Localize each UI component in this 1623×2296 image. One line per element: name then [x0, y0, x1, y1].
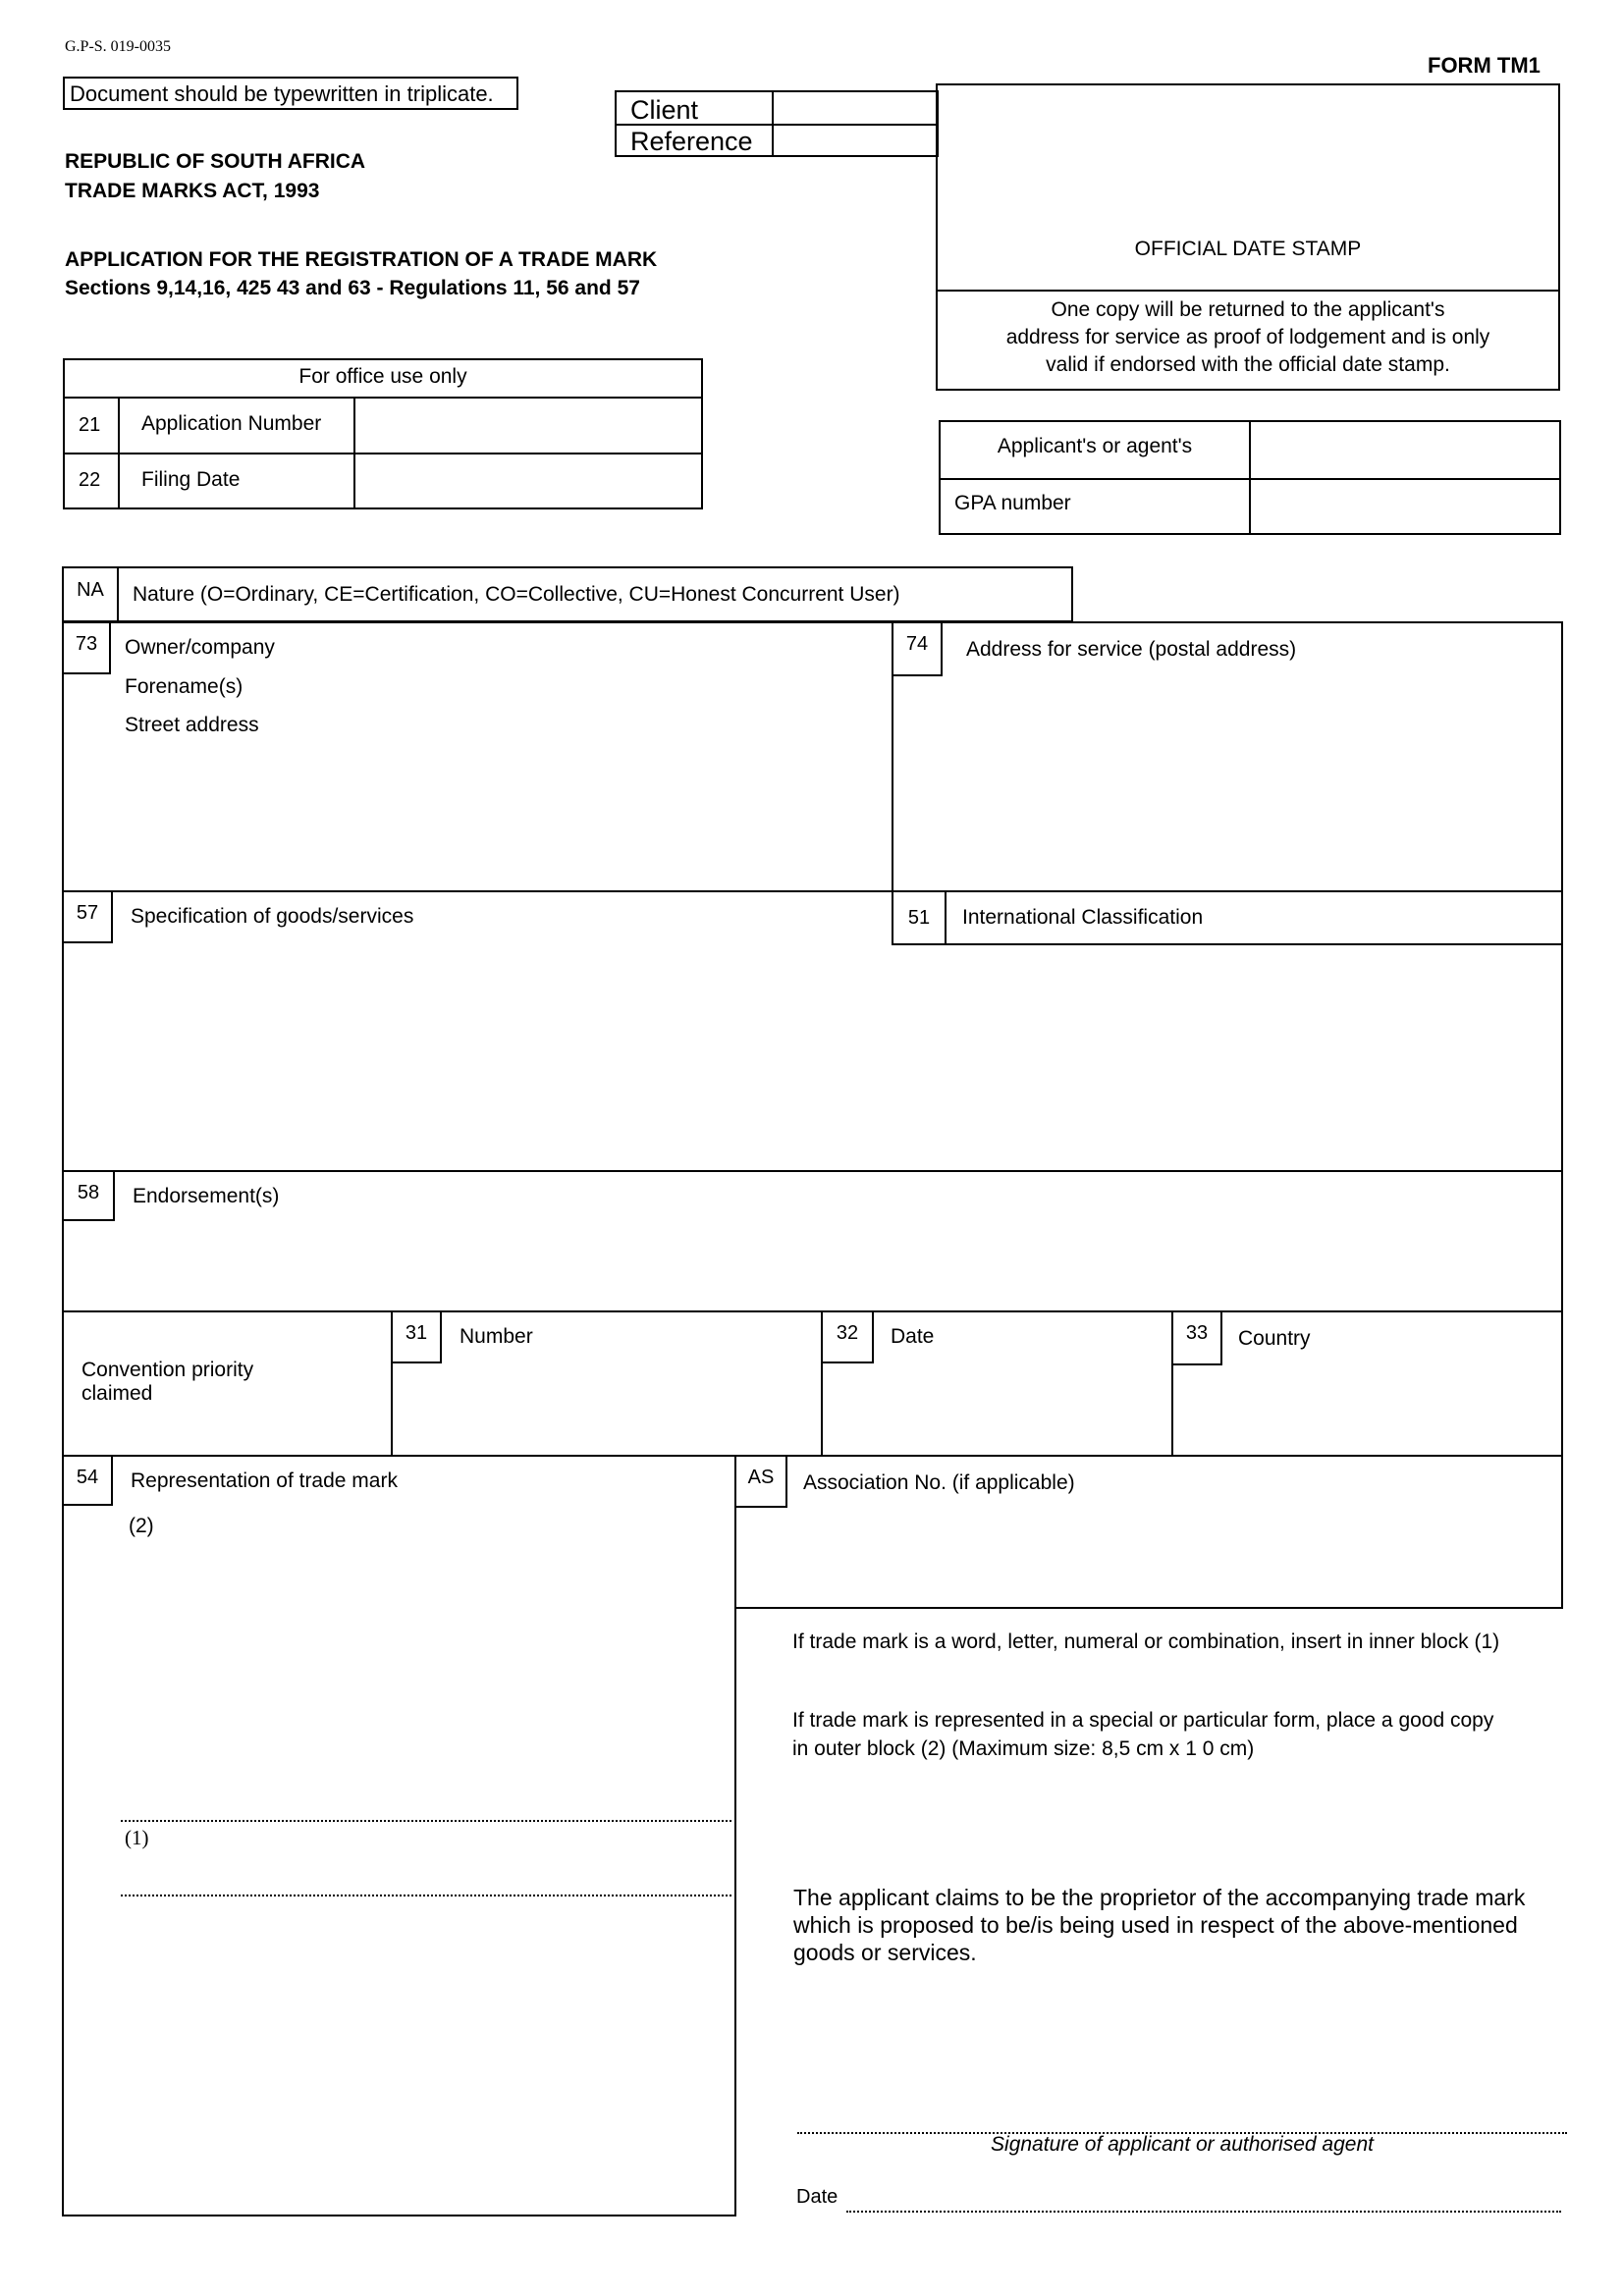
convention-number-input[interactable]	[398, 1367, 818, 1452]
signature-input[interactable]	[797, 2091, 1567, 2130]
act-title: TRADE MARKS ACT, 1993	[65, 180, 320, 202]
applicant-agent-input[interactable]	[1251, 422, 1559, 477]
claim-line-1: The applicant claims to be the proprietor of the accompanying trade mark	[793, 1885, 1526, 1910]
specification-input[interactable]	[68, 951, 1557, 1165]
filing-date-label: Filing Date	[141, 468, 241, 491]
association-box	[734, 1455, 1563, 1609]
street-address-label: Street address	[125, 714, 259, 736]
association-input[interactable]	[791, 1514, 1557, 1602]
inner-block-marker: (1)	[125, 1826, 149, 1849]
convention-number-label: Number	[460, 1325, 533, 1348]
convention-country-label: Country	[1238, 1327, 1311, 1350]
classification-box	[892, 890, 1563, 945]
address-service-label: Address for service (postal address)	[966, 638, 1297, 661]
convention-country-code: 33	[1171, 1310, 1222, 1365]
office-use-title: For office use only	[298, 365, 467, 388]
address-service-input[interactable]	[952, 678, 1553, 884]
specification-box	[62, 890, 1563, 1172]
association-label: Association No. (if applicable)	[803, 1471, 1075, 1494]
nature-code: NA	[77, 579, 104, 601]
typewritten-notice: Document should be typewritten in triplicate.	[70, 81, 494, 106]
endorsement-label: Endorsement(s)	[133, 1185, 280, 1207]
client-reference-box	[615, 90, 939, 157]
application-number-label: Application Number	[141, 412, 322, 435]
inner-block-top-line	[121, 1820, 731, 1822]
office-use-box	[63, 358, 703, 509]
gpa-number-box	[939, 420, 1561, 535]
gpa-number-input[interactable]	[1251, 480, 1559, 533]
special-form-instruction-line-1: If trade mark is represented in a special or particular form, place a good copy	[792, 1709, 1494, 1732]
convention-box	[62, 1310, 1563, 1457]
reference-label: Reference	[630, 127, 753, 156]
convention-label-line-2: claimed	[81, 1382, 153, 1405]
convention-date-code: 32	[821, 1310, 874, 1363]
filing-date-code: 22	[79, 469, 101, 491]
owner-box	[62, 621, 893, 892]
stamp-note-line-3: valid if endorsed with the official date stamp.	[1046, 353, 1450, 376]
stamp-note-line-1: One copy will be returned to the applicant's	[1051, 298, 1445, 321]
endorsement-code: 58	[62, 1170, 115, 1221]
form-id: FORM TM1	[1428, 53, 1541, 78]
stamp-note-line-2: address for service as proof of lodgement and is only	[1005, 326, 1490, 348]
word-mark-input[interactable]	[172, 1824, 722, 1893]
official-date-stamp-label: OFFICIAL DATE STAMP	[1134, 238, 1362, 260]
inner-block-bottom-line	[121, 1895, 731, 1896]
application-number-input[interactable]	[355, 399, 701, 451]
sections-subtitle: Sections 9,14,16, 425 43 and 63 - Regulations 11, 56 and 57	[65, 277, 640, 299]
official-date-stamp-box	[936, 83, 1560, 391]
address-service-box	[892, 621, 1563, 892]
address-service-code: 74	[892, 621, 943, 676]
reference-input[interactable]	[774, 126, 937, 155]
representation-box	[62, 1455, 736, 2216]
classification-code: 51	[907, 907, 931, 929]
convention-label-line-1: Convention priority	[81, 1359, 254, 1381]
client-label: Client	[630, 95, 699, 125]
owner-input[interactable]	[299, 629, 885, 884]
endorsement-box	[62, 1170, 1563, 1312]
signature-caption: Signature of applicant or authorised agent	[991, 2133, 1374, 2156]
representation-label: Representation of trade mark	[131, 1469, 398, 1492]
convention-date-input[interactable]	[828, 1367, 1167, 1452]
applicant-agent-label: Applicant's or agent's	[997, 435, 1193, 457]
signature-date-input[interactable]	[846, 2171, 1561, 2209]
specification-label: Specification of goods/services	[131, 905, 414, 928]
claim-line-2: which is proposed to be/is being used in respect of the above-mentioned	[793, 1912, 1518, 1938]
owner-label: Owner/company	[125, 636, 275, 659]
outer-block-marker: (2)	[129, 1515, 154, 1537]
representation-code: 54	[62, 1455, 113, 1506]
form-code: G.P-S. 019-0035	[65, 38, 172, 55]
gpa-number-label: GPA number	[954, 492, 1071, 514]
application-title: APPLICATION FOR THE REGISTRATION OF A TRADE MARK	[65, 248, 658, 271]
endorsement-input[interactable]	[68, 1225, 1557, 1308]
specification-code: 57	[62, 890, 113, 943]
forename-label: Forename(s)	[125, 675, 243, 698]
special-form-instruction-line-2: in outer block (2) (Maximum size: 8,5 cm x 1 0 cm)	[792, 1737, 1255, 1760]
convention-date-label: Date	[891, 1325, 935, 1348]
association-code: AS	[734, 1455, 787, 1508]
date-label: Date	[796, 2186, 839, 2208]
convention-country-input[interactable]	[1178, 1369, 1557, 1452]
filing-date-input[interactable]	[355, 454, 701, 507]
date-line	[846, 2211, 1561, 2213]
nature-label: Nature (O=Ordinary, CE=Certification, CO=Collective, CU=Honest Concurrent User)	[133, 583, 900, 606]
owner-code: 73	[62, 621, 111, 674]
convention-number-code: 31	[391, 1310, 442, 1363]
nature-box	[62, 566, 1073, 622]
client-input[interactable]	[774, 92, 937, 124]
classification-label: International Classification	[962, 906, 1204, 929]
claim-line-3: goods or services.	[793, 1940, 977, 1965]
word-mark-instruction: If trade mark is a word, letter, numeral or combination, insert in inner block (1)	[792, 1630, 1500, 1653]
application-number-code: 21	[79, 414, 101, 436]
typewritten-notice-box	[63, 77, 518, 110]
republic-title: REPUBLIC OF SOUTH AFRICA	[65, 150, 366, 173]
